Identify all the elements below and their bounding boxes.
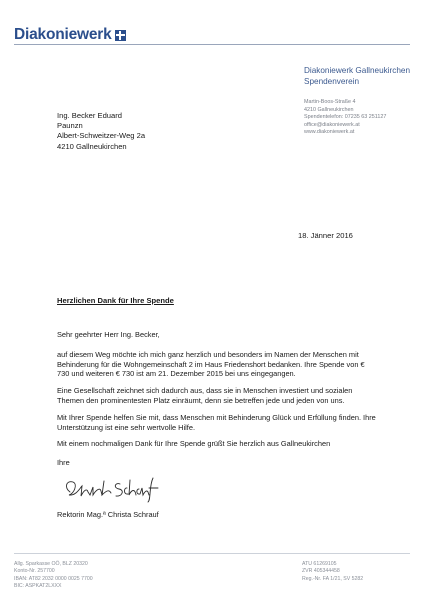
footer-vat: ATU 61269105 bbox=[302, 561, 337, 567]
footer-divider bbox=[14, 553, 410, 554]
footer-bank-details bbox=[14, 561, 93, 591]
logo-text: Diakoniewerk bbox=[14, 26, 112, 43]
sender-contact bbox=[304, 99, 419, 137]
footer-bic: BIC: ASPKAT2LXXX bbox=[14, 583, 62, 590]
sender-org-subtitle: Spendenverein bbox=[304, 76, 360, 86]
cross-icon bbox=[115, 30, 126, 41]
sender-org-name: Diakoniewerk Gallneukirchen bbox=[304, 66, 411, 75]
body-paragraph: Mit Ihrer Spende helfen Sie mit, dass Menschen mit Behinderung Glück und Erfüllung finden. Ihre Unterstützung ist eine sehr wertvolle Hilfe. bbox=[57, 412, 376, 432]
diakoniewerk-logo bbox=[14, 26, 126, 44]
sender-email: office@diakoniewerk.at bbox=[304, 121, 360, 128]
body-paragraph: Mit einem nochmaligen Dank für Ihre Spende grüßt Sie herzlich aus Gallneukirchen bbox=[57, 439, 331, 449]
recipient-street: Albert-Schweitzer-Weg 2a bbox=[57, 131, 146, 141]
header-divider bbox=[14, 44, 410, 45]
letter-date: 18. Jänner 2016 bbox=[298, 231, 353, 240]
signer-name: Rektorin Mag.ª Christa Schrauf bbox=[57, 510, 159, 519]
footer-bank: Allg. Sparkasse OÖ, BLZ 20320 bbox=[14, 561, 88, 567]
sender-city: 4210 Gallneukirchen bbox=[304, 106, 354, 113]
closing-word: Ihre bbox=[57, 458, 70, 467]
footer-reg: Reg.-Nr. FA 1/21, SV 5282 bbox=[302, 575, 364, 582]
footer-zvr: ZVR 405344458 bbox=[302, 568, 340, 575]
recipient-name: Ing. Becker Eduard bbox=[57, 111, 123, 120]
sender-block bbox=[304, 66, 419, 137]
footer-account: Konto-Nr. 257700 bbox=[14, 568, 55, 575]
letter-body bbox=[57, 330, 377, 456]
body-paragraph: auf diesem Weg möchte ich mich ganz herzlich und besonders im Namen der Menschen mit Behinderung für die Wohngemeinschaft 2 im Haus Friedenshort bedanken. Ihre Spende von € 730 und weiteren € 730 ist am 21. Dezember 2015 bei uns eingegangen. bbox=[57, 349, 365, 379]
sender-street: Martin-Boos-Straße 4 bbox=[304, 99, 356, 105]
sender-website: www.diakoniewerk.at bbox=[304, 129, 355, 136]
salutation: Sehr geehrter Herr Ing. Becker, bbox=[57, 330, 160, 339]
sender-phone: Spendentelefon: 07235 63 251127 bbox=[304, 114, 387, 121]
recipient-city: 4210 Gallneukirchen bbox=[57, 141, 127, 151]
body-paragraph: Eine Gesellschaft zeichnet sich dadurch aus, dass sie in Menschen investiert und sozialen Themen den prominentesten Platz einräumt, denn sie betreffen jede und jeden von uns. bbox=[57, 386, 353, 405]
recipient-address bbox=[57, 111, 145, 152]
handwritten-signature bbox=[60, 474, 172, 504]
footer-registration bbox=[302, 561, 363, 583]
letter-subject: Herzlichen Dank für Ihre Spende bbox=[57, 296, 174, 305]
recipient-line-2: Paunzn bbox=[57, 121, 83, 131]
footer-iban: IBAN: AT82 2032 0000 0025 7700 bbox=[14, 575, 93, 582]
